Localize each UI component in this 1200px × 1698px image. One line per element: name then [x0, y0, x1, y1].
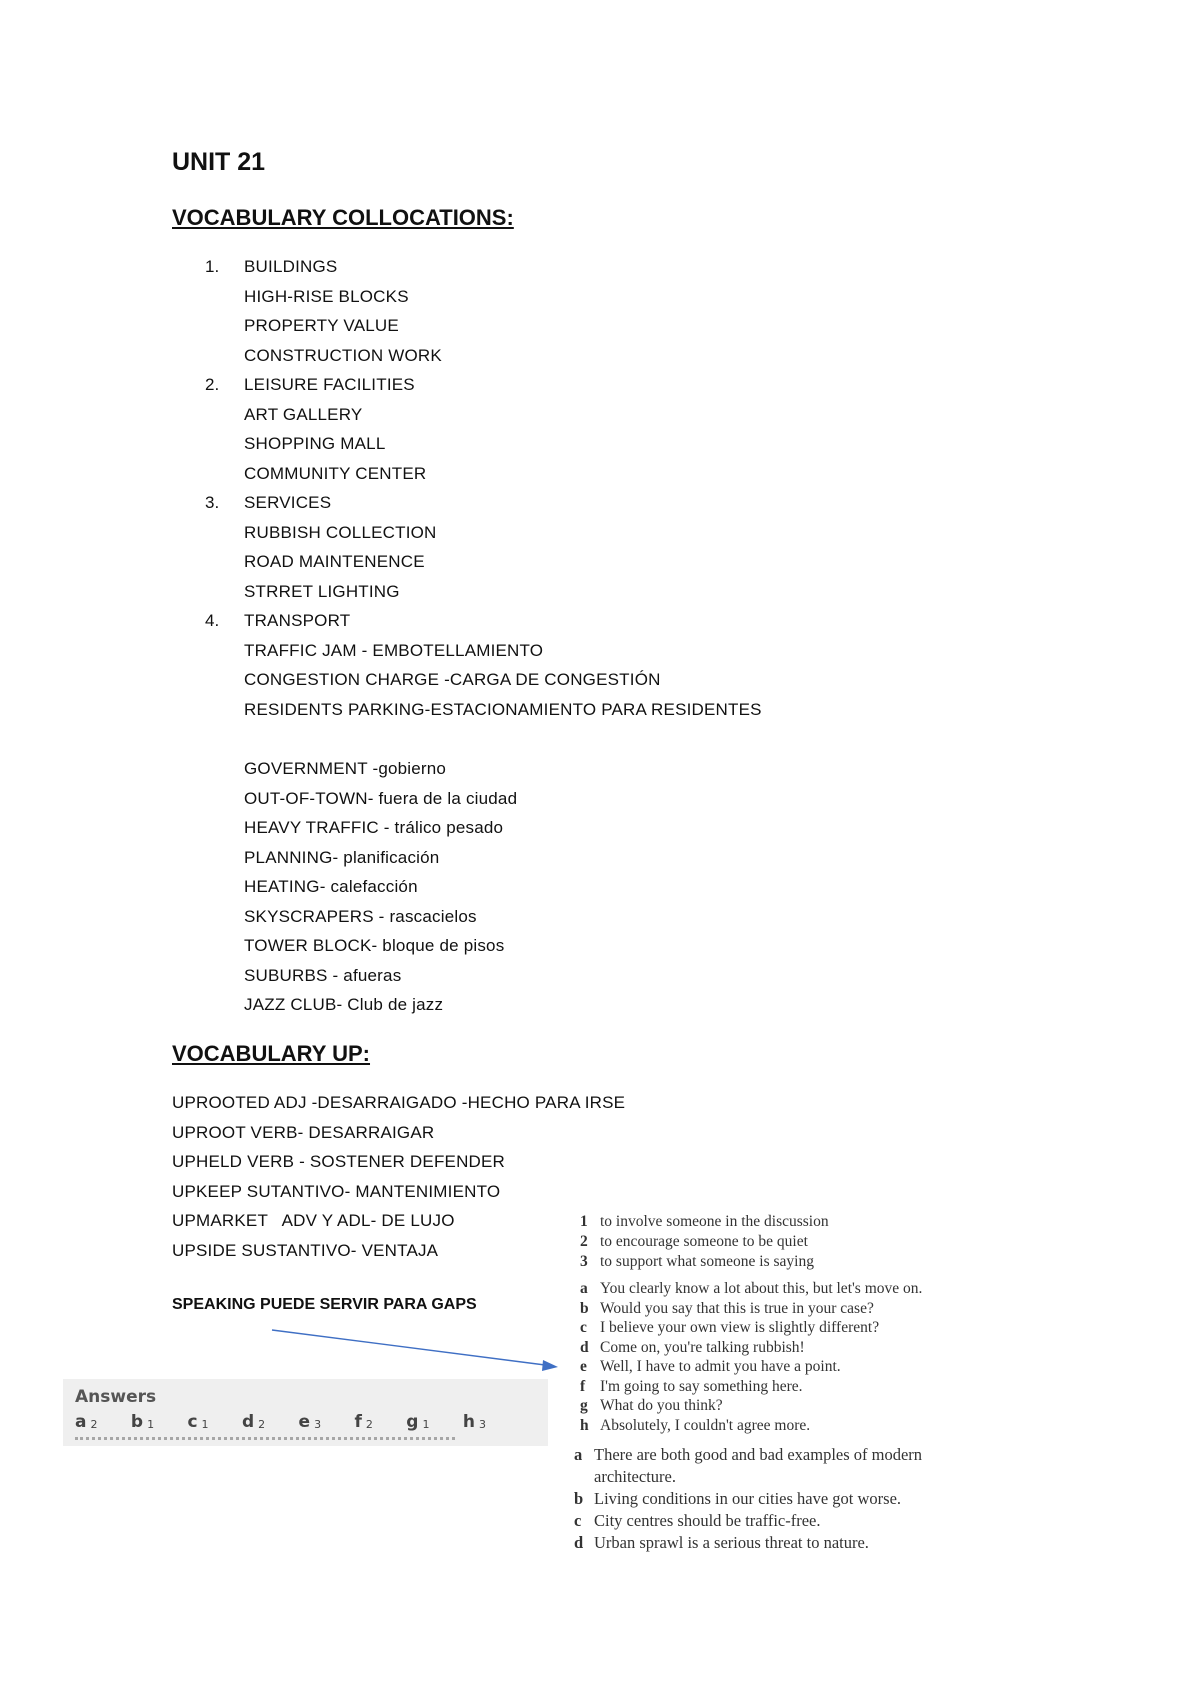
list-item: ROAD MAINTENENCE: [244, 552, 425, 571]
term-item: PLANNING- planificación: [244, 847, 440, 867]
up-item: UPSIDE SUSTANTIVO- VENTAJA: [172, 1240, 439, 1260]
list-number: 1.: [205, 257, 220, 276]
function-line: [580, 1212, 829, 1232]
answer-letter: g: [406, 1412, 419, 1432]
answer-pair: [242, 1412, 265, 1432]
phrase-line: [580, 1279, 922, 1299]
list-item: STRRET LIGHTING: [244, 581, 400, 601]
answer-pair: [187, 1412, 208, 1432]
up-item: UPROOT VERB- DESARRAIGAR: [172, 1122, 435, 1142]
list-item: BUILDINGS: [244, 257, 338, 276]
phrase-key: b: [580, 1299, 589, 1317]
answer-pair: [131, 1412, 154, 1432]
up-item: UPROOTED ADJ -DESARRAIGADO -HECHO PARA IRSE: [172, 1093, 626, 1112]
statement-text: There are both good and bad examples of modern: [594, 1445, 923, 1464]
list-item: RUBBISH COLLECTION: [244, 522, 437, 542]
phrase-text: Absolutely, I couldn't agree more.: [600, 1416, 811, 1434]
answer-number: 2: [258, 1418, 266, 1431]
answer-number: 1: [147, 1418, 155, 1431]
list-item: RESIDENTS PARKING-ESTACIONAMIENTO PARA RESIDENTES: [244, 699, 762, 719]
statement-text: Urban sprawl is a serious threat to nature.: [594, 1533, 869, 1552]
speaking-note: SPEAKING PUEDE SERVIR PARA GAPS: [172, 1296, 477, 1313]
statement-continuation: architecture.: [594, 1467, 676, 1486]
term-item: HEATING- calefacción: [244, 877, 418, 896]
answer-number: 2: [365, 1418, 373, 1431]
function-key: 1: [580, 1213, 588, 1230]
answer-number: 1: [422, 1418, 430, 1431]
answer-number: 3: [478, 1418, 486, 1431]
list-item: SHOPPING MALL: [244, 434, 386, 453]
list-item: SERVICES: [244, 493, 332, 512]
answer-letter: d: [241, 1412, 255, 1432]
statement-line: [574, 1488, 901, 1510]
list-number: 3.: [205, 493, 220, 512]
term-item: JAZZ CLUB- Club de jazz: [244, 995, 444, 1014]
phrase-text: Would you say that this is true in your case?: [600, 1299, 874, 1317]
phrase-line: [580, 1299, 874, 1319]
list-number: 4.: [205, 611, 220, 630]
phrase-text: Well, I have to admit you have a point.: [600, 1358, 841, 1375]
statement-key: d: [574, 1533, 584, 1552]
answer-pair: [75, 1412, 97, 1432]
term-item: TOWER BLOCK- bloque de pisos: [244, 936, 505, 955]
list-item: TRAFFIC JAM - EMBOTELLAMIENTO: [244, 640, 544, 660]
phrase-text: What do you think?: [600, 1397, 723, 1414]
answer-letter: e: [298, 1412, 311, 1432]
answer-pair: [463, 1412, 486, 1432]
phrase-key: h: [580, 1416, 589, 1434]
term-item: SKYSCRAPERS - rascacielos: [244, 906, 477, 926]
collocations-heading: VOCABULARY COLLOCATIONS:: [172, 205, 514, 230]
function-text: to involve someone in the discussion: [600, 1213, 829, 1230]
list-item: LEISURE FACILITIES: [244, 375, 415, 394]
phrase-text: I'm going to say something here.: [600, 1377, 803, 1395]
term-item: SUBURBS - afueras: [244, 965, 402, 985]
answers-row: [75, 1412, 514, 1432]
answers-title: Answers: [75, 1387, 157, 1407]
phrase-text: I believe your own view is slightly different?: [600, 1319, 880, 1336]
phrase-key: f: [580, 1377, 586, 1395]
book-excerpt: [574, 1212, 1020, 1562]
answer-number: 2: [90, 1418, 98, 1431]
answer-pair: [354, 1412, 372, 1432]
function-text: to encourage someone to be quiet: [600, 1233, 808, 1250]
phrase-line: [580, 1377, 803, 1397]
list-item: COMMUNITY CENTER: [244, 463, 427, 483]
phrase-key: d: [580, 1338, 589, 1356]
function-key: 2: [580, 1233, 588, 1250]
answer-letter: b: [130, 1412, 144, 1432]
statement-key: c: [574, 1511, 582, 1530]
statement-text: Living conditions in our cities have got worse.: [594, 1489, 902, 1508]
up-item: UPHELD VERB - SOSTENER DEFENDER: [172, 1152, 506, 1171]
phrase-line: [580, 1357, 841, 1377]
phrase-line: [580, 1416, 810, 1436]
cropped-text-fragment: [75, 1437, 455, 1444]
list-item: CONGESTION CHARGE -CARGA DE CONGESTIÓN: [244, 670, 661, 689]
statement-key: a: [574, 1445, 583, 1464]
answer-pair: [406, 1412, 429, 1432]
phrase-text: You clearly know a lot about this, but let's move on.: [600, 1280, 923, 1297]
statement-key: b: [574, 1489, 584, 1508]
answer-letter: a: [75, 1412, 87, 1432]
answer-number: 1: [201, 1418, 209, 1431]
answer-number: 3: [314, 1418, 322, 1431]
phrase-key: g: [580, 1397, 588, 1414]
vocabulary-up-heading: VOCABULARY UP:: [172, 1041, 371, 1066]
unit-title: UNIT 21: [172, 148, 266, 176]
function-text: to support what someone is saying: [600, 1253, 814, 1270]
term-item: GOVERNMENT -gobierno: [244, 759, 447, 778]
up-item: UPKEEP SUTANTIVO- MANTENIMIENTO: [172, 1181, 501, 1201]
phrase-text: Come on, you're talking rubbish!: [600, 1338, 805, 1356]
list-item: HIGH-RISE BLOCKS: [244, 286, 409, 306]
answer-letter: f: [354, 1412, 362, 1432]
answer-letter: c: [187, 1412, 198, 1432]
statement-line: [574, 1444, 922, 1466]
phrase-line: [580, 1396, 723, 1416]
list-item: PROPERTY VALUE: [244, 316, 399, 335]
statement-line: [574, 1532, 869, 1554]
phrase-line: [580, 1318, 879, 1338]
phrase-line: [580, 1338, 805, 1358]
function-line: [580, 1232, 808, 1252]
list-item: ART GALLERY: [244, 404, 363, 424]
phrase-key: a: [580, 1280, 588, 1297]
function-line: [580, 1252, 814, 1272]
statement-text: City centres should be traffic-free.: [594, 1511, 821, 1530]
answer-pair: [299, 1412, 322, 1432]
answer-letter: h: [462, 1412, 475, 1432]
answers-image: [63, 1379, 548, 1446]
term-item: OUT-OF-TOWN- fuera de la ciudad: [244, 788, 518, 808]
list-item: TRANSPORT: [244, 611, 351, 630]
term-item: HEAVY TRAFFIC - trálico pesado: [244, 818, 504, 837]
function-key: 3: [580, 1253, 588, 1270]
statement-line: [574, 1510, 820, 1532]
up-item: UPMARKET ADV Y ADL- DE LUJO: [172, 1211, 455, 1230]
phrase-key: c: [580, 1319, 587, 1336]
list-item: CONSTRUCTION WORK: [244, 345, 442, 365]
list-number: 2.: [205, 375, 220, 394]
phrase-key: e: [580, 1358, 587, 1375]
